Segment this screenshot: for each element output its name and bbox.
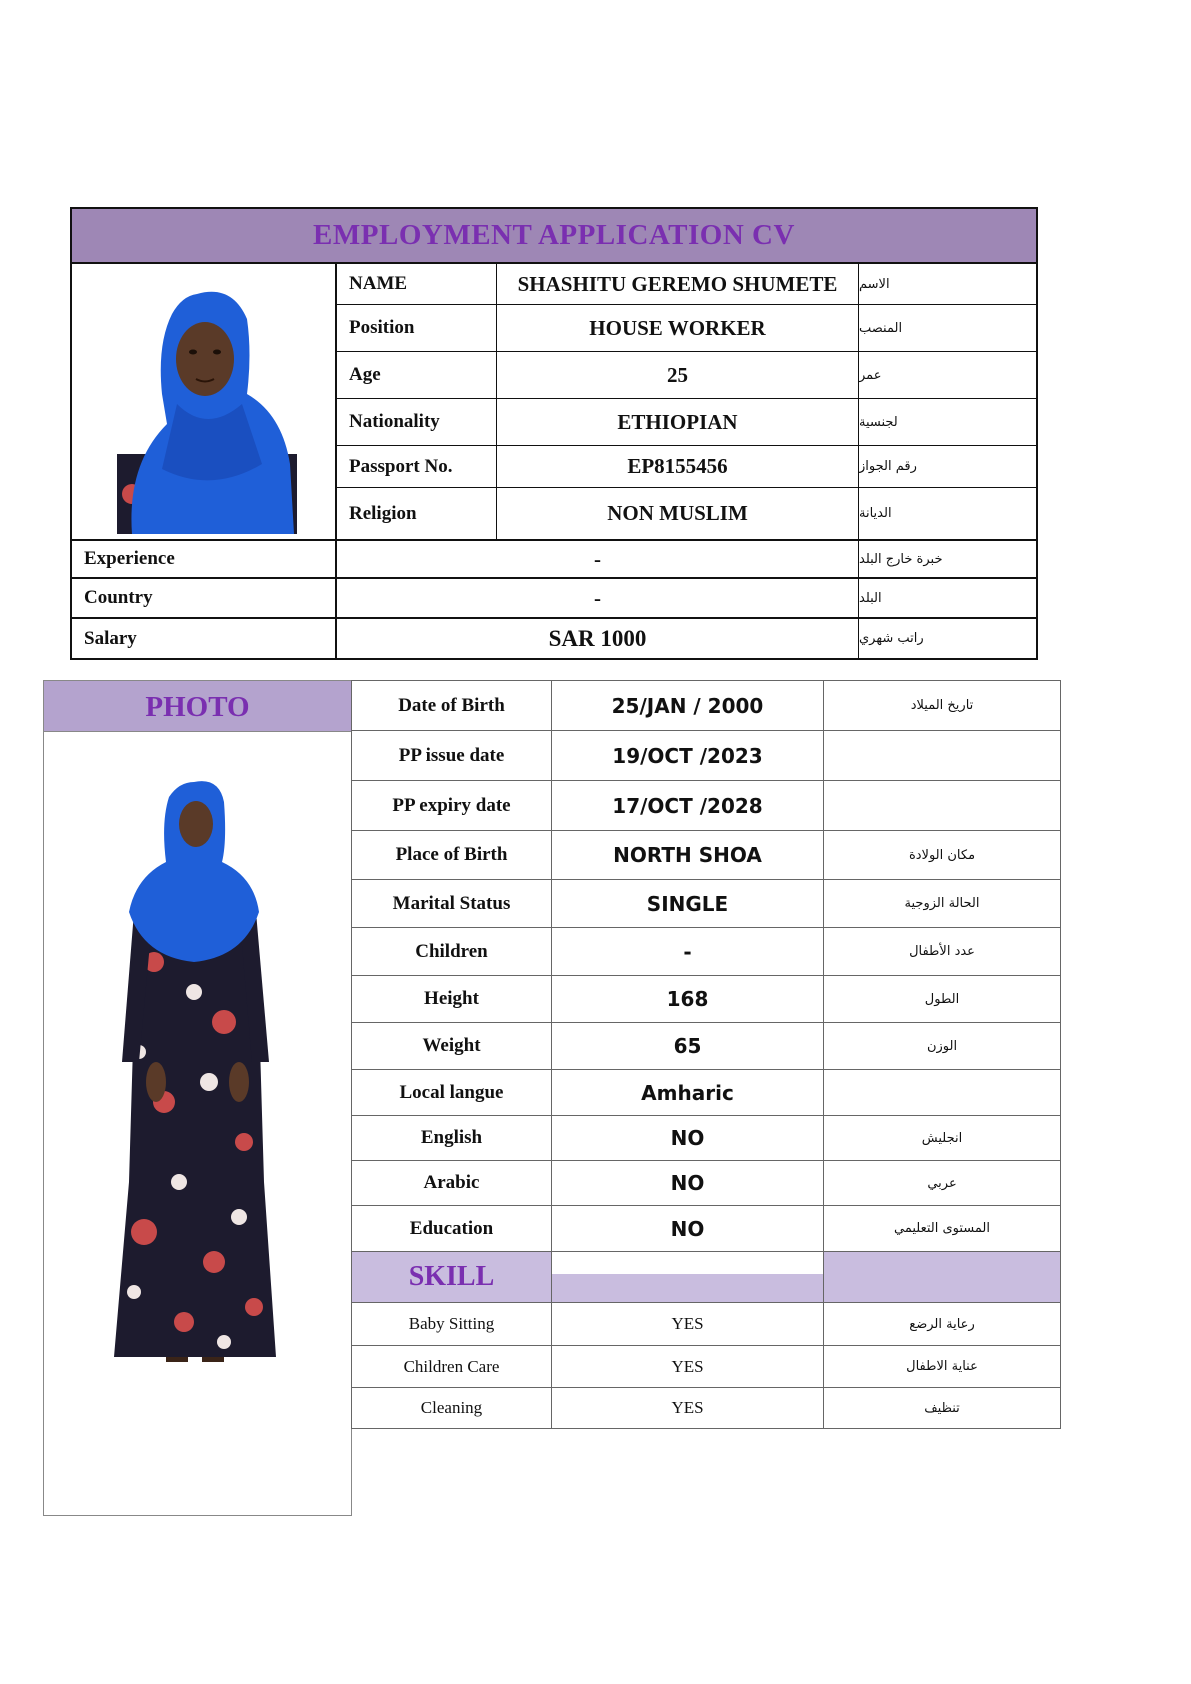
country-label: Country: [72, 579, 337, 617]
local-language-label: Local langue: [352, 1070, 552, 1115]
experience-label: Experience: [72, 541, 337, 577]
salary-arabic: راتب شهري: [859, 631, 924, 646]
children-label: Children: [352, 928, 552, 975]
position-arabic: المنصب: [859, 320, 903, 336]
table-row: [352, 1023, 1060, 1070]
passport-row: [337, 446, 1036, 488]
table-row: [352, 781, 1060, 831]
name-arabic: الاسم: [859, 276, 890, 292]
english-value: NO: [552, 1116, 824, 1160]
age-label: Age: [337, 352, 497, 398]
experience-row: [72, 539, 1036, 579]
marital-status-arabic: الحالة الزوجية: [904, 896, 980, 911]
religion-row: [337, 488, 1036, 539]
table-row: [352, 681, 1060, 731]
skill-cleaning-value: YES: [552, 1388, 824, 1428]
skill-children-care-arabic: عناية الاطفال: [906, 1359, 978, 1374]
pp-issue-label: PP issue date: [352, 731, 552, 780]
dob-arabic: تاريخ الميلاد: [910, 698, 974, 713]
country-value: -: [337, 579, 859, 617]
skill-header: SKILL: [352, 1252, 552, 1302]
skill-baby-sitting-value: YES: [552, 1303, 824, 1345]
marital-status-label: Marital Status: [352, 880, 552, 927]
height-label: Height: [352, 976, 552, 1022]
pp-expiry-arabic: [824, 781, 1060, 830]
nationality-label: Nationality: [337, 399, 497, 445]
arabic-value: NO: [552, 1161, 824, 1205]
weight-label: Weight: [352, 1023, 552, 1069]
experience-arabic: خبرة خارج البلد: [859, 551, 943, 567]
local-language-value: Amharic: [552, 1070, 824, 1115]
place-of-birth-value: NORTH SHOA: [552, 831, 824, 879]
position-value: HOUSE WORKER: [497, 305, 859, 351]
education-arabic: المستوى التعليمي: [894, 1221, 990, 1236]
skill-baby-sitting-label: Baby Sitting: [352, 1303, 552, 1345]
passport-label: Passport No.: [337, 446, 497, 487]
age-arabic: عمر: [859, 367, 882, 383]
name-label: NAME: [337, 264, 497, 304]
table-row: [352, 1388, 1060, 1428]
english-arabic: انجليش: [921, 1130, 963, 1146]
table-row: [352, 880, 1060, 928]
photo-header: PHOTO: [44, 681, 351, 732]
nationality-value: ETHIOPIAN: [497, 399, 859, 445]
portrait-photo: [72, 264, 337, 539]
salary-value: SAR 1000: [337, 619, 859, 658]
local-language-arabic: [824, 1070, 1060, 1115]
children-arabic: عدد الأطفال: [909, 944, 975, 959]
skill-header-middle: [552, 1252, 824, 1302]
children-value: -: [552, 928, 824, 975]
table-row: [352, 928, 1060, 976]
education-value: NO: [552, 1206, 824, 1251]
skill-cleaning-label: Cleaning: [352, 1388, 552, 1428]
education-label: Education: [352, 1206, 552, 1251]
details-table: [351, 680, 1061, 1429]
name-value: SHASHITU GEREMO SHUMETE: [497, 264, 859, 304]
table-row: [352, 1070, 1060, 1116]
table-row: [352, 976, 1060, 1023]
passport-arabic: رقم الجواز: [859, 459, 917, 474]
pp-issue-arabic: [824, 731, 1060, 780]
position-row: [337, 305, 1036, 352]
age-row: [337, 352, 1036, 399]
table-row: [352, 1116, 1060, 1161]
country-arabic: البلد: [859, 590, 882, 606]
portrait-photo-cell: [72, 264, 337, 539]
table-row: [352, 731, 1060, 781]
arabic-label: Arabic: [352, 1161, 552, 1205]
table-row: [352, 1346, 1060, 1388]
salary-label: Salary: [72, 619, 337, 658]
age-value: 25: [497, 352, 859, 398]
weight-arabic: الوزن: [926, 1038, 958, 1054]
dob-value: 25/JAN / 2000: [552, 681, 824, 730]
skill-header-row: [352, 1252, 1060, 1303]
table-row: [352, 1303, 1060, 1346]
passport-value: EP8155456: [497, 446, 859, 487]
pp-issue-value: 19/OCT /2023: [552, 731, 824, 780]
religion-value: NON MUSLIM: [497, 488, 859, 539]
cv-header-table: [70, 207, 1038, 660]
religion-arabic: الديانة: [859, 506, 892, 521]
skill-children-care-label: Children Care: [352, 1346, 552, 1387]
weight-value: 65: [552, 1023, 824, 1069]
arabic-arabic: عربي: [927, 1175, 957, 1191]
marital-status-value: SINGLE: [552, 880, 824, 927]
experience-value: -: [337, 541, 859, 577]
full-body-photo-panel: [43, 680, 352, 1516]
table-row: [352, 1161, 1060, 1206]
religion-label: Religion: [337, 488, 497, 539]
table-row: [352, 1206, 1060, 1252]
pp-expiry-label: PP expiry date: [352, 781, 552, 830]
place-of-birth-label: Place of Birth: [352, 831, 552, 879]
nationality-arabic: لجنسية: [859, 414, 898, 430]
height-arabic: الطول: [924, 991, 960, 1007]
table-row: [352, 831, 1060, 880]
salary-row: [72, 619, 1036, 658]
name-row: [337, 264, 1036, 305]
skill-children-care-value: YES: [552, 1346, 824, 1387]
english-label: English: [352, 1116, 552, 1160]
height-value: 168: [552, 976, 824, 1022]
skill-header-right: [824, 1252, 1060, 1302]
skill-cleaning-arabic: تنظيف: [924, 1400, 960, 1416]
place-of-birth-arabic: مكان الولادة: [908, 847, 976, 863]
dob-label: Date of Birth: [352, 681, 552, 730]
nationality-row: [337, 399, 1036, 446]
full-body-photo: [44, 762, 351, 1362]
pp-expiry-value: 17/OCT /2028: [552, 781, 824, 830]
country-row: [72, 579, 1036, 619]
position-label: Position: [337, 305, 497, 351]
skill-baby-sitting-arabic: رعاية الرضع: [909, 1316, 975, 1332]
cv-title: EMPLOYMENT APPLICATION CV: [72, 209, 1036, 264]
